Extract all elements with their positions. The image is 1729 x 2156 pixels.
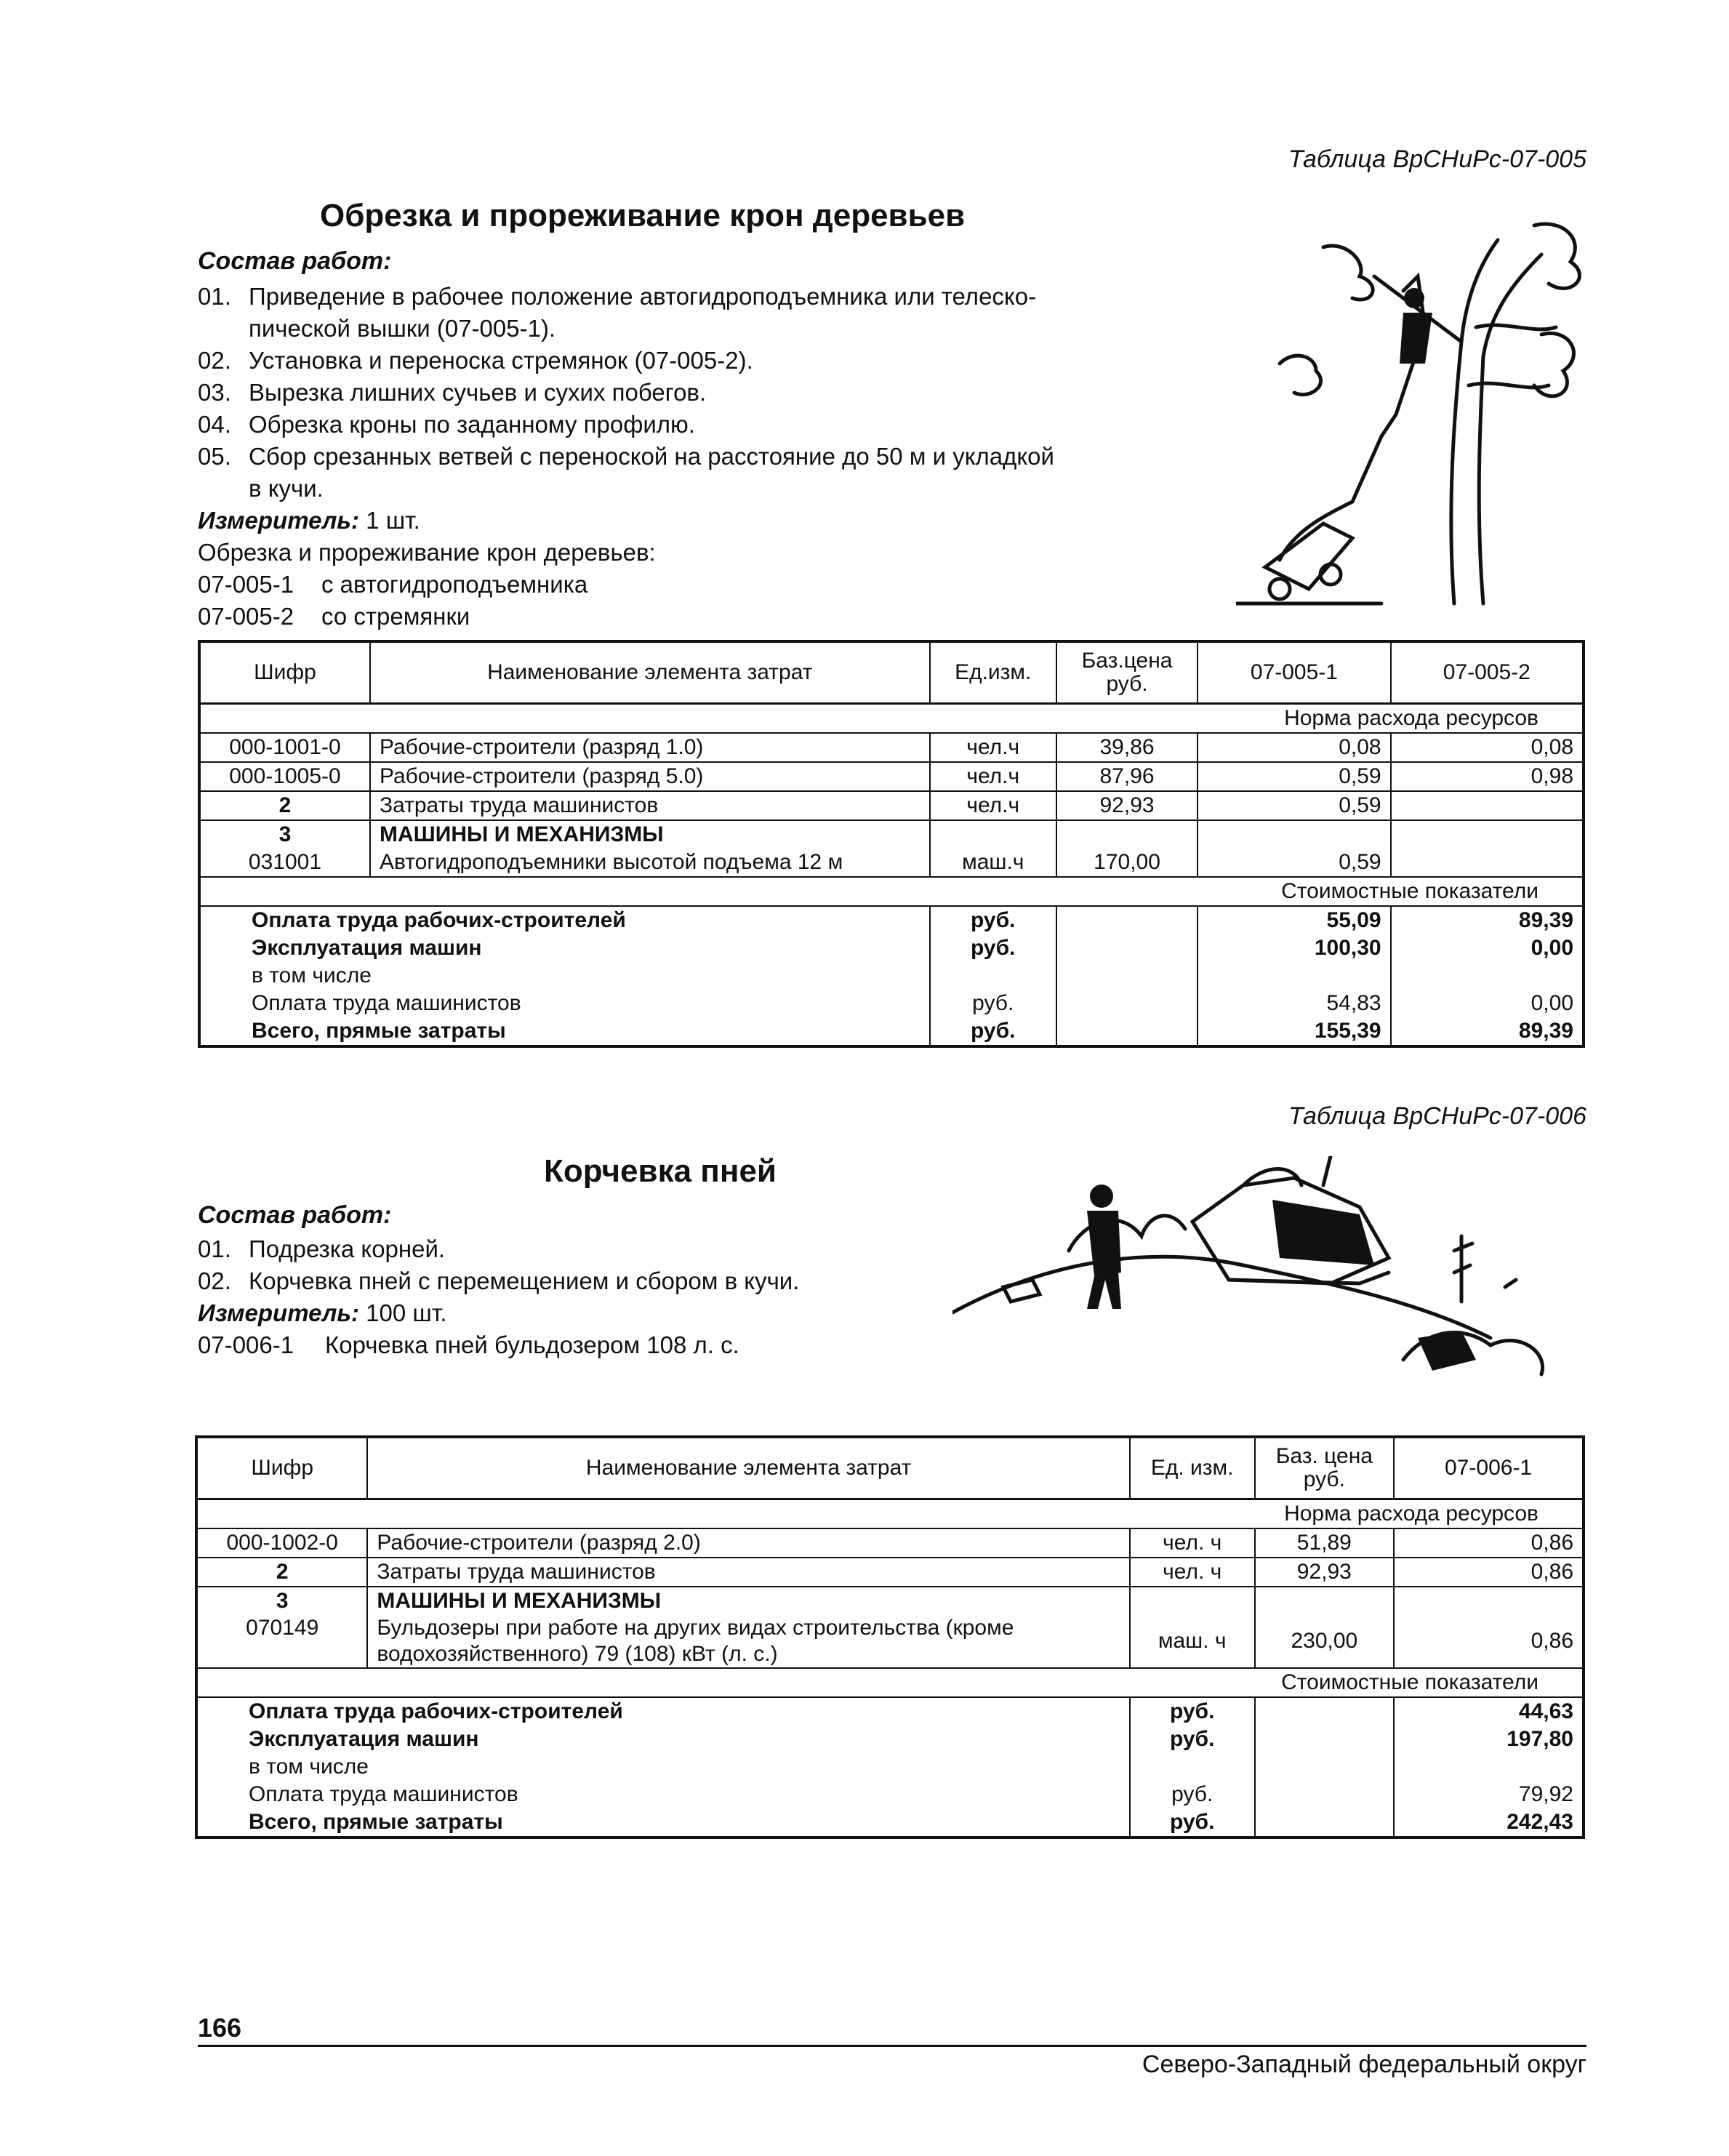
table-header-row	[196, 1437, 1584, 1499]
page-number: 166	[198, 2013, 242, 2043]
column-header: 07-006-1	[1394, 1437, 1584, 1499]
cost-row: в том числе	[196, 1753, 1584, 1781]
footer-district: Северо-Западный федеральный округ	[1142, 2051, 1586, 2078]
list-item: 01. Подрезка корней.	[198, 1235, 446, 1262]
column-header: Шифр	[196, 1437, 367, 1499]
cost-row: Оплата труда машинистов руб. 79,92	[196, 1781, 1584, 1808]
table-label: Таблица ВрСНиРс-07-006	[1288, 1102, 1586, 1130]
column-header: Ед. изм.	[1130, 1437, 1255, 1499]
composition-header: Состав работ:	[198, 1201, 392, 1229]
table-row: 2 Затраты труда машинистов чел. ч 92,93 0,86	[196, 1558, 1584, 1587]
steps-list	[198, 1233, 998, 1361]
table-label: Таблица ВрСНиРс-07-005	[1288, 145, 1586, 173]
column-header: Шифр	[199, 641, 370, 704]
cost-row: Оплата труда рабочих-строителей руб. 55,09 89,39	[199, 906, 1584, 934]
section-row: Норма расхода ресурсов	[196, 1499, 1584, 1529]
measure: Измеритель: 1 шт.	[198, 507, 420, 534]
column-header: Ед.изм.	[930, 641, 1056, 704]
cost-row: Эксплуатация машин руб. 100,30 0,00	[199, 934, 1584, 962]
section-title: Обрезка и прореживание крон деревьев	[320, 198, 966, 233]
cost-row: Всего, прямые затраты руб. 242,43	[196, 1808, 1584, 1838]
variant-item: 07-006-1 Корчевка пней бульдозером 108 л. с.	[198, 1331, 739, 1358]
steps-list	[198, 281, 1201, 633]
cost-row: Эксплуатация машин руб. 197,80	[196, 1726, 1584, 1753]
stump-uprooting-illustration-icon	[952, 1156, 1592, 1396]
cost-row: Оплата труда рабочих-строителей руб. 44,63	[196, 1697, 1584, 1726]
section-title: Корчевка пней	[544, 1153, 777, 1189]
cost-table	[198, 640, 1585, 1048]
column-header: 07-005-2	[1391, 641, 1584, 704]
table-row: 3 МАШИНЫ И МЕХАНИЗМЫ	[196, 1587, 1584, 1615]
tree-pruning-illustration-icon	[1236, 196, 1600, 611]
column-header: Наименование элемента затрат	[367, 1437, 1129, 1499]
column-header: Баз. цена руб.	[1255, 1437, 1395, 1499]
section-row: Стоимостные показатели	[199, 877, 1584, 906]
section-row: Стоимостные показатели	[196, 1668, 1584, 1697]
cost-row: Всего, прямые затраты руб. 155,39 89,39	[199, 1017, 1584, 1046]
list-item: в кучи.	[249, 475, 324, 502]
column-header: Наименование элемента затрат	[370, 641, 930, 704]
table-row: 000-1001-0 Рабочие-строители (разряд 1.0) чел.ч 39,86 0,08 0,08	[199, 733, 1584, 762]
list-item: 02. Установка и переноска стремянок (07-005-2).	[198, 347, 753, 374]
table-header-row	[199, 641, 1584, 704]
table-row: 031001 Автогидроподъемники высотой подъема 12 м маш.ч 170,00 0,59	[199, 849, 1584, 877]
column-header: 07-005-1	[1198, 641, 1390, 704]
table-row: 000-1005-0 Рабочие-строители (разряд 5.0) чел.ч 87,96 0,59 0,98	[199, 762, 1584, 791]
column-header: Баз.цена руб.	[1056, 641, 1198, 704]
table-row: 070149 Бульдозеры при работе на других видах строительства (кроме водохозяйственного) 79 (108) кВт (л. с.) маш. ч 230,00 0,86	[196, 1615, 1584, 1668]
measure: Измеритель: 100 шт.	[198, 1299, 447, 1326]
list-item: 05. Сбор срезанных ветвей с переноской на расстояние до 50 м и укладкой	[198, 443, 1054, 470]
variant-item: 07-005-1 с автогидроподъемника	[198, 571, 588, 598]
subtitle: Обрезка и прореживание крон деревьев:	[198, 539, 656, 566]
cost-row: Оплата труда машинистов руб. 54,83 0,00	[199, 990, 1584, 1017]
section-row: Норма расхода ресурсов	[199, 704, 1584, 734]
composition-header: Состав работ:	[198, 247, 392, 275]
cost-table	[195, 1435, 1585, 1839]
table-row: 2 Затраты труда машинистов чел.ч 92,93 0,59	[199, 791, 1584, 820]
variant-item: 07-005-2 со стремянки	[198, 603, 470, 630]
list-item: 02. Корчевка пней с перемещением и сбором в кучи.	[198, 1267, 800, 1294]
table-row: 000-1002-0 Рабочие-строители (разряд 2.0) чел. ч 51,89 0,86	[196, 1528, 1584, 1558]
cost-row: в том числе	[199, 962, 1584, 990]
table-row: 3 МАШИНЫ И МЕХАНИЗМЫ	[199, 820, 1584, 849]
list-item: 03. Вырезка лишних сучьев и сухих побегов.	[198, 379, 707, 406]
list-item: пической вышки (07-005-1).	[249, 315, 556, 342]
list-item: 04. Обрезка кроны по заданному профилю.	[198, 411, 695, 438]
list-item: 01. Приведение в рабочее положение автогидроподъемника или телеско-	[198, 283, 1037, 310]
footer-divider	[198, 2045, 1586, 2047]
